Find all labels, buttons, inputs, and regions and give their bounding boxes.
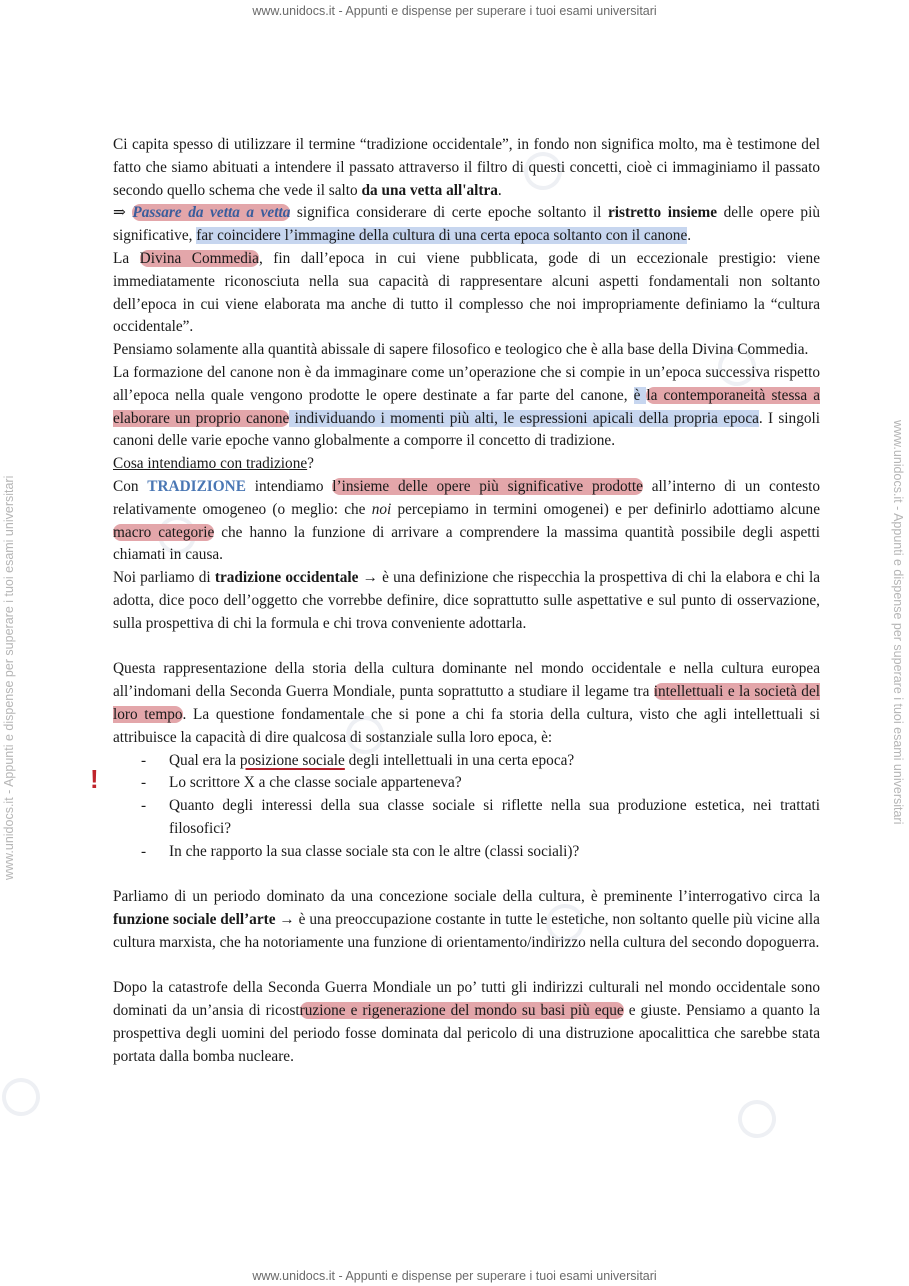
arrow-symbol: ⇒ — [113, 204, 133, 222]
paragraph: Questa rappresentazione della storia della cultura dominante nel mondo occidentale e nella cultura europea all’indomani della Seconda Guerra Mondiale, punta soprattutto a studiare il legame tra intellettuali e la società del loro tempo. La questione fondamentale che si pone a chi fa storia della cultura, visto che agli intellettuali si attribuisce la capacità di dire qualcosa di sostanziale sulla loro epoca, è: — [113, 660, 821, 746]
bold-phrase: da una vetta all'altra — [361, 181, 498, 199]
bold-phrase: funzione sociale dell’arte — [113, 911, 276, 929]
list-dash: - — [141, 842, 147, 860]
header-watermark: www.unidocs.it - Appunti e dispense per superare i tuoi esami universitari — [252, 4, 657, 18]
right-side-watermark: www.unidocs.it - Appunti e dispense per superare i tuoi esami universitari — [891, 420, 905, 825]
list-item: - Lo scrittore X a che classe sociale apparteneva? — [141, 772, 820, 795]
paragraph: La formazione del canone non è da immaginare come un’operazione che si compie in un’epoca successiva rispetto all’epoca nella quale vengono prodotte le opere destinate a far parte del canone, è la contemporaneità stessa a elaborare un proprio canone individuando i momenti più alti, le espressioni apicali della propria epoca. I singoli canoni delle varie epoche vanno globalmente a comporre il concetto di tradizione. — [113, 363, 821, 450]
list-dash: - — [141, 797, 147, 815]
footer-watermark: www.unidocs.it - Appunti e dispense per superare i tuoi esami universitari — [252, 1269, 657, 1283]
spacer — [113, 955, 820, 978]
list-dash: - — [141, 751, 147, 769]
subheading: Cosa intendiamo con tradizione? — [113, 455, 314, 473]
highlighted-phrase: ruzione e rigenerazione del mondo su basi più eque — [299, 1002, 624, 1020]
bold-phrase: ristretto insieme — [607, 204, 718, 222]
bold-phrase: tradizione occidentale — [214, 569, 359, 587]
keyword-tradizione: TRADIZIONE — [147, 477, 246, 495]
highlighted-phrase: Divina Commedia — [139, 249, 259, 267]
underlined-question: Cosa intendiamo con tradizione — [113, 455, 308, 473]
document-body — [113, 134, 820, 1069]
list-item: - Qual era la posizione sociale degli intellettuali in una certa epoca? — [141, 750, 820, 773]
left-side-watermark: www.unidocs.it - Appunti e dispense per superare i tuoi esami universitari — [2, 475, 16, 880]
highlighted-phrase: macro categorie — [113, 523, 215, 541]
paragraph: ⇒ Passare da vetta a vetta significa considerare di certe epoche soltanto il ristretto insieme delle opere più significative, far coincidere l’immagine della cultura di una certa epoca soltanto con il canone. — [113, 204, 820, 245]
blue-highlight: individuando i momenti più alti, le espressioni apicali della propria epoca — [289, 409, 759, 427]
exclamation-mark-annotation: ! — [90, 764, 99, 794]
highlighted-phrase: l’insieme delle opere più significative prodotte — [332, 477, 643, 495]
spacer — [113, 636, 820, 659]
list-dash: - — [141, 774, 147, 792]
watermark-logo-icon — [0, 1073, 45, 1122]
paragraph: Con TRADIZIONE intendiamo l’insieme delle opere più significative prodotte all’interno di un contesto relativamente omogeneo (o meglio: che noi percepiamo in termini omogenei) e per definirlo adottiamo alcune macro categorie che hanno la funzione di arrivare a comprendere la massima quantità possibile degli aspetti chiamati in causa. — [113, 477, 821, 564]
blue-highlight: è — [633, 386, 647, 404]
underlined-phrase: posizione sociale — [239, 751, 345, 769]
watermark-logo-icon — [733, 1095, 782, 1144]
paragraph: Parliamo di un periodo dominato da una concezione sociale della cultura, è preminente l’interrogativo circa la funzione sociale dell’arte → è una preoccupazione costante in tutte le estetiche, non soltanto quelle più vicine alla cultura marxista, che ha notoriamente una funzione di orientamento/indirizzo nella cultura del secondo dopoguerra. — [113, 888, 820, 951]
paragraph: La Divina Commedia, fin dall’epoca in cui viene pubblicata, gode di un eccezionale prestigio: viene immediatamente riconosciuta nella sua capacità di rappresentare alcuni aspetti fondamentali non soltanto dell’epoca in cui viene elaborata ma anche di tutto il complesso che noi impropriamente definiamo la “cultura occidentale”. — [113, 249, 820, 336]
paragraph: Dopo la catastrofe della Seconda Guerra Mondiale un po’ tutti gli indirizzi culturali nel mondo occidentale sono dominati da un’ansia di ricostruzione e rigenerazione del mondo su basi più eque e giuste. Pensiamo a quanto la prospettiva degli uomini del periodo fosse dominata dal pericolo di una distruzione apocalittica che sarebbe stata portata dalla bomba nucleare. — [113, 979, 820, 1065]
highlighted-phrase: la contemporaneità stessa a elaborare un proprio canone — [113, 386, 820, 427]
italic-word: noi — [371, 500, 392, 518]
paragraph: Noi parliamo di tradizione occidentale → è una definizione che rispecchia la prospettiva di chi la elabora e chi la adotta, dice poco dell’oggetto che vorrebbe definire, dice soprattutto sulle aspettative e sul punto di osservazione, sulla prospettiva di chi la formula e chi trova conveniente adottarla. — [113, 569, 821, 632]
spacer — [113, 864, 820, 887]
highlighted-phrase: Passare da vetta a vetta — [132, 204, 291, 222]
paragraph: Ci capita spesso di utilizzare il termine “tradizione occidentale”, in fondo non significa molto, ma è testimone del fatto che siamo abituati a intendere il passato attraverso il filtro di questi concetti, cioè ci immaginiamo il passato secondo quello schema che vede il salto da una vetta all'altra. — [113, 136, 820, 199]
question-list — [113, 750, 820, 864]
list-item: - Quanto degli interessi della sua classe sociale si riflette nella sua produzione estetica, nei trattati filosofici? — [141, 797, 820, 837]
list-item: - In che rapporto la sua classe sociale sta con le altre (classi sociali)? — [141, 841, 820, 864]
paragraph: Pensiamo solamente alla quantità abissale di sapere filosofico e teologico che è alla base della Divina Commedia. — [113, 341, 809, 359]
highlighted-phrase: intellettuali e la società del loro tempo — [113, 683, 820, 723]
blue-highlight: far coincidere l’immagine della cultura di una certa epoca soltanto con il canone — [196, 227, 688, 245]
